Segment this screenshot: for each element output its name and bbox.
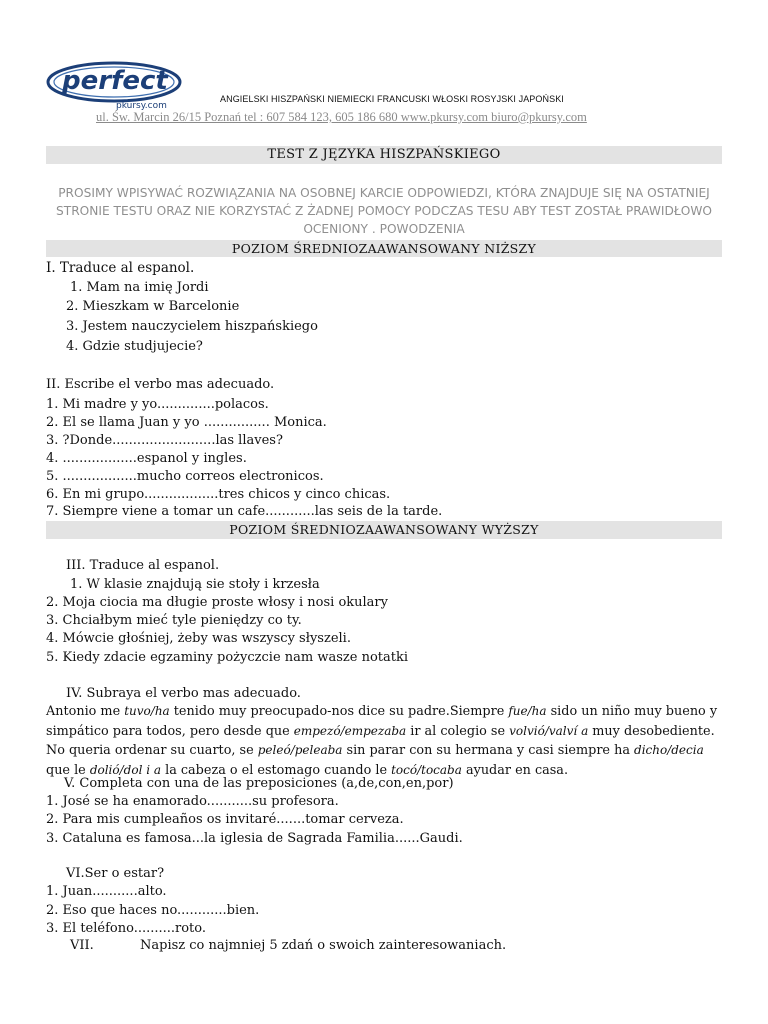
section-6-item: 3. El teléfono..........roto. xyxy=(46,921,207,936)
section-6-item: 2. Eso que haces no............bien. xyxy=(46,903,260,918)
section-6-heading: VI.Ser o estar? xyxy=(66,866,165,881)
section-2-item: 3. ?Donde.........................las llaves? xyxy=(46,433,283,448)
section-5-heading: V. Completa con una de las preposiciones (a,de,con,en,por) xyxy=(64,776,454,791)
section-4-paragraph: Antonio me tuvo/ha tenido muy preocupado-nos dice su padre.Siempre fue/ha sido un niño muy bueno y simpático para todos, pero desde que empezó/empezaba ir al colegio se volvió/valví a muy desobediente. No queria ordenar su cuarto, se peleó/peleaba sin parar con su hermana y casi siempre ha dicho/decia que le dolió/dol i a la cabeza o el estomago cuando le tocó/tocaba ayudar en casa. xyxy=(46,704,718,778)
perfect-logo xyxy=(46,56,186,112)
section-2-item: 7. Siempre viene a tomar un cafe............las seis de la tarde. xyxy=(46,504,443,519)
section-4-heading: IV. Subraya el verbo mas adecuado. xyxy=(66,686,301,701)
section-3-item: 4. Mówcie głośniej, żeby was wszyscy słyszeli. xyxy=(46,631,351,646)
section-2-item: 6. En mi grupo..................tres chicos y cinco chicas. xyxy=(46,487,391,502)
instructions: PROSIMY WPISYWAĆ ROZWIĄZANIA NA OSOBNEJ KARCIE ODPOWIEDZI, KTÓRA ZNAJDUJE SIĘ NA OSTATNIEJ STRONIE TESTU ORAZ NIE KORZYSTAĆ Z ŻADNEJ POMOCY PODCZAS TESU ABY TEST ZOSTAŁ PRAWIDŁOWO OCENIONY . POWODZENIA xyxy=(56,186,712,236)
section-3-item: 1. W klasie znajdują sie stoły i krzesła xyxy=(70,577,320,592)
section-5-item: 2. Para mis cumpleaños os invitaré.......tomar cerveza. xyxy=(46,812,404,827)
section-2-item: 1. Mi madre y yo..............polacos. xyxy=(46,397,269,412)
section-5-item: 1. José se ha enamorado...........su profesora. xyxy=(46,794,339,809)
section-2-item: 5. ..................mucho correos electronicos. xyxy=(46,469,324,484)
section-1-item: 2. Mieszkam w Barcelonie xyxy=(66,299,240,314)
section-5-item: 3. Cataluna es famosa...la iglesia de Sagrada Familia......Gaudi. xyxy=(46,831,463,846)
section-6-item: 1. Juan...........alto. xyxy=(46,884,167,899)
level-lower-bar: POZIOM ŚREDNIOZAAWANSOWANY NIŻSZY xyxy=(46,240,722,257)
svg-text:pkursy.com: pkursy.com xyxy=(116,101,167,111)
section-1-item: 3. Jestem nauczycielem hiszpańskiego xyxy=(66,319,318,334)
section-3-item: 2. Moja ciocia ma długie proste włosy i nosi okulary xyxy=(46,595,388,610)
section-1-item: 4. Gdzie studjujecie? xyxy=(66,339,203,354)
section-3-heading: III. Traduce al espanol. xyxy=(66,558,220,573)
section-7-number: VII. xyxy=(70,938,94,953)
section-2-item: 4. ..................espanol y ingles. xyxy=(46,451,247,466)
svg-text:perfect: perfect xyxy=(62,66,168,96)
level-upper-bar: POZIOM ŚREDNIOZAAWANSOWANY WYŻSZY xyxy=(46,521,722,539)
page-title: TEST Z JĘZYKA HISZPAŃSKIEGO xyxy=(46,146,722,164)
section-2-item: 2. El se llama Juan y yo ................ Monica. xyxy=(46,415,327,430)
languages-list: ANGIELSKI HISZPAŃSKI NIEMIECKI FRANCUSKI WŁOSKI ROSYJSKI JAPOŃSKI xyxy=(220,94,564,104)
section-2-heading: II. Escribe el verbo mas adecuado. xyxy=(46,377,275,392)
contact-address: ul. Św. Marcin 26/15 Poznań tel : 607 584 123, 605 186 680 www.pkursy.com biuro@pkursy.com xyxy=(96,110,587,124)
section-1-heading: I. Traduce al espanol. xyxy=(46,260,195,276)
section-7-task: Napisz co najmniej 5 zdań o swoich zainteresowaniach. xyxy=(140,938,507,953)
section-1-item: 1. Mam na imię Jordi xyxy=(70,280,209,295)
section-3-item: 3. Chciałbym mieć tyle pieniędzy co ty. xyxy=(46,613,302,628)
section-3-item: 5. Kiedy zdacie egzaminy pożyczcie nam wasze notatki xyxy=(46,650,409,665)
